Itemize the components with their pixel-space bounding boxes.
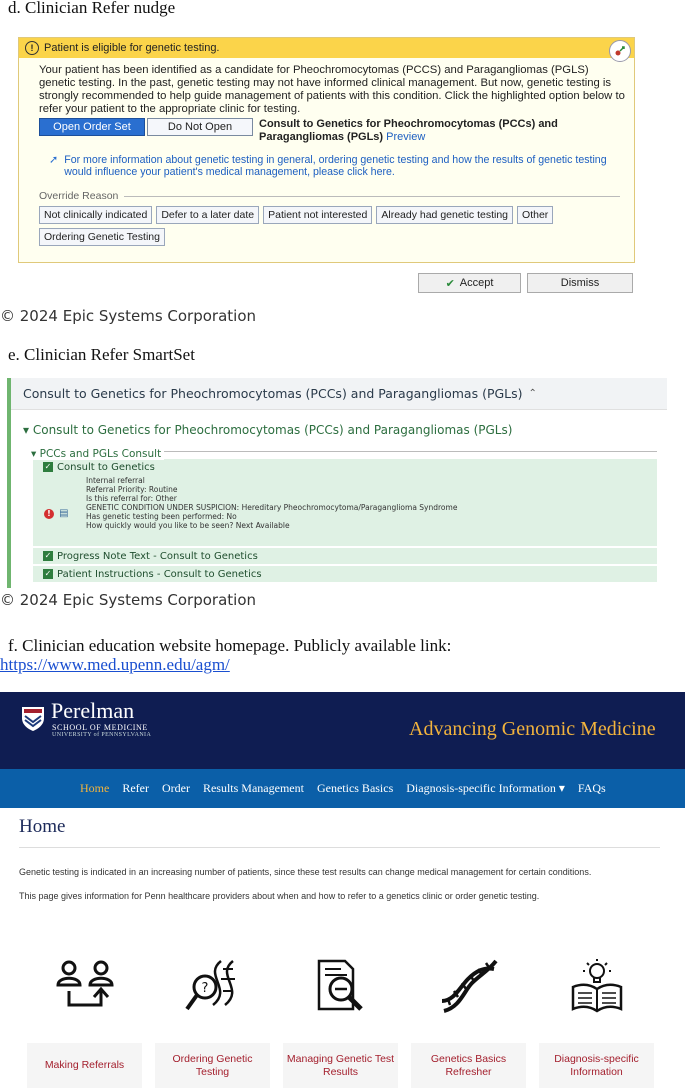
link-arrow-icon: ➚ xyxy=(49,154,59,166)
progress-note-row[interactable] xyxy=(33,548,657,564)
page-title: Home xyxy=(19,816,66,837)
site-tagline: Advancing Genomic Medicine xyxy=(409,718,656,740)
checkmark-icon: ✔ xyxy=(445,277,455,290)
copyright-d: © 2024 Epic Systems Corporation xyxy=(0,307,257,325)
reason-ordering-genetic-testing[interactable]: Ordering Genetic Testing xyxy=(39,228,165,246)
override-reasons xyxy=(39,206,626,250)
checkbox-icon[interactable]: ✓ xyxy=(44,462,52,471)
copyright-e: © 2024 Epic Systems Corporation xyxy=(0,591,257,609)
logo-university: UNIVERSITY of PENNSYLVANIA xyxy=(52,732,152,738)
expand-arrow-icon: ▾ xyxy=(31,448,37,460)
preview-link[interactable]: Preview xyxy=(386,131,426,143)
tile-genetics-basics[interactable] xyxy=(411,930,526,1088)
progress-note-label: Progress Note Text - Consult to Genetics xyxy=(57,550,258,562)
checkbox-icon[interactable]: ✓ xyxy=(44,551,52,560)
nav-faqs[interactable]: FAQs xyxy=(577,781,606,795)
tile-ordering-genetic-testing[interactable] xyxy=(155,930,270,1088)
penn-shield-icon xyxy=(21,706,45,732)
reason-not-clinically-indicated[interactable]: Not clinically indicated xyxy=(39,206,152,224)
section-title: Consult to Genetics for Pheochromocytomas (PCCs) and Paragangliomas (PGLs) xyxy=(32,423,513,437)
dna-icon xyxy=(438,957,500,1017)
accept-label: Accept xyxy=(459,277,494,289)
nudge-panel xyxy=(18,37,635,263)
intro-paragraph-2: This page gives information for Penn healthcare providers about when and how to refer to a genetics clinic or order genetic testing. xyxy=(19,891,540,901)
tile-label[interactable]: Ordering Genetic Testing xyxy=(172,1052,253,1078)
nav-results-management[interactable]: Results Management xyxy=(202,781,304,795)
detail-line: Has genetic testing been performed: No xyxy=(86,512,237,521)
tile-managing-results[interactable] xyxy=(283,930,398,1088)
order-name: Consult to Genetics xyxy=(57,462,155,473)
tile-making-referrals[interactable] xyxy=(27,930,142,1088)
nudge-header-text: Patient is eligible for genetic testing. xyxy=(44,42,220,54)
order-details-icon[interactable]: ▤ xyxy=(59,508,69,519)
info-link-row[interactable] xyxy=(49,154,626,178)
order-details xyxy=(86,476,457,530)
tile-label[interactable]: Making Referrals xyxy=(44,1059,125,1071)
accept-button[interactable] xyxy=(418,273,521,293)
patient-instructions-label: Patient Instructions - Consult to Genetics xyxy=(57,568,262,580)
subsection-header[interactable] xyxy=(31,444,667,458)
reason-defer[interactable]: Defer to a later date xyxy=(156,206,259,224)
nav-diagnosis-specific[interactable]: Diagnosis-specific Information ▾ xyxy=(406,781,565,795)
logo-text: Perelman xyxy=(51,698,135,723)
expand-arrow-icon: ▾ xyxy=(23,423,30,437)
caption-d: d. Clinician Refer nudge xyxy=(8,0,176,17)
site-header xyxy=(0,692,685,769)
override-reason-header xyxy=(39,190,626,202)
intro-paragraph-1: Genetic testing is indicated in an increasing number of patients, since these test results can change medical management for certain conditions. xyxy=(19,867,592,877)
smartset-section[interactable] xyxy=(23,423,667,437)
subsection-title: PCCs and PGLs Consult xyxy=(39,448,162,460)
agm-website xyxy=(0,692,685,1092)
info-link[interactable]: For more information about genetic testing in general, ordering genetic testing and how the results of genetic testing would influence your patient's medical management, please click here. xyxy=(64,154,607,178)
nav-home[interactable]: Home xyxy=(80,781,110,795)
order-consult-block xyxy=(33,459,657,546)
referral-icon xyxy=(55,959,115,1015)
reason-already-tested[interactable]: Already had genetic testing xyxy=(376,206,513,224)
open-order-set-button[interactable]: Open Order Set xyxy=(39,118,145,136)
collapse-icon[interactable]: ⌃ xyxy=(528,388,537,399)
reason-other[interactable]: Other xyxy=(517,206,553,224)
nav-refer[interactable]: Refer xyxy=(122,781,149,795)
smartset-title-bar[interactable] xyxy=(11,378,667,410)
detail-line: Referral Priority: Routine xyxy=(86,485,178,494)
tile-label[interactable]: Managing Genetic Test Results xyxy=(286,1052,395,1078)
override-label: Override Reason xyxy=(39,190,119,202)
order-set-title xyxy=(259,118,559,144)
site-nav xyxy=(0,769,685,808)
do-not-open-button[interactable]: Do Not Open xyxy=(147,118,253,136)
detail-line: Internal referral xyxy=(86,476,145,485)
caption-f: f. Clinician education website homepage. Publicly available link: xyxy=(8,636,452,655)
reason-patient-not-interested[interactable]: Patient not interested xyxy=(263,206,372,224)
agm-link[interactable]: https://www.med.upenn.edu/agm/ xyxy=(0,655,230,674)
tile-label[interactable]: Genetics Basics Refresher xyxy=(430,1052,507,1078)
error-icon: ! xyxy=(44,509,54,519)
tile-label[interactable]: Diagnosis-specific Information xyxy=(554,1052,639,1078)
caption-e: e. Clinician Refer SmartSet xyxy=(8,345,195,364)
nudge-message: Your patient has been identified as a candidate for Pheochromocytomas (PCCS) and Paragangliomas (PGLS) genetic testing. In the past, genetic testing may not have informed clinical management. But now, genetic testing is strongly recommended to help guide management of patients with this condition. Click the highlighted option below to refer your patient to the appropriate clinic for testing. xyxy=(39,64,625,115)
dismiss-button[interactable]: Dismiss xyxy=(527,273,633,293)
order-set-name: Consult to Genetics for Pheochromocytomas (PCCs) and Paragangliomas (PGLs) xyxy=(259,118,558,143)
pin-icon[interactable] xyxy=(609,40,631,62)
alert-icons xyxy=(44,501,69,520)
warning-icon: ! xyxy=(25,41,39,55)
svg-text:?: ? xyxy=(201,980,208,996)
dna-magnifier-icon xyxy=(183,957,243,1017)
document-search-icon xyxy=(311,957,371,1017)
nudge-header xyxy=(19,38,634,58)
order-row[interactable] xyxy=(33,459,657,473)
nav-order[interactable]: Order xyxy=(161,781,190,795)
detail-line: Is this referral for: Other xyxy=(86,494,177,503)
book-lightbulb-icon xyxy=(567,957,627,1017)
smartset-panel xyxy=(7,378,667,588)
nav-genetics-basics[interactable]: Genetics Basics xyxy=(316,781,394,795)
detail-line: GENETIC CONDITION UNDER SUSPICION: Hereditary Pheochromocytoma/Paraganglioma Syndrome xyxy=(86,503,458,512)
checkbox-icon[interactable]: ✓ xyxy=(44,569,52,578)
tile-diagnosis-specific[interactable] xyxy=(539,930,654,1088)
detail-line: How quickly would you like to be seen? Next Available xyxy=(86,521,290,530)
smartset-title: Consult to Genetics for Pheochromocytomas (PCCs) and Paragangliomas (PGLs) xyxy=(23,386,523,401)
logo-subtitle: SCHOOL OF MEDICINE xyxy=(52,723,148,732)
penn-logo[interactable] xyxy=(21,706,45,737)
patient-instructions-row[interactable] xyxy=(33,566,657,582)
